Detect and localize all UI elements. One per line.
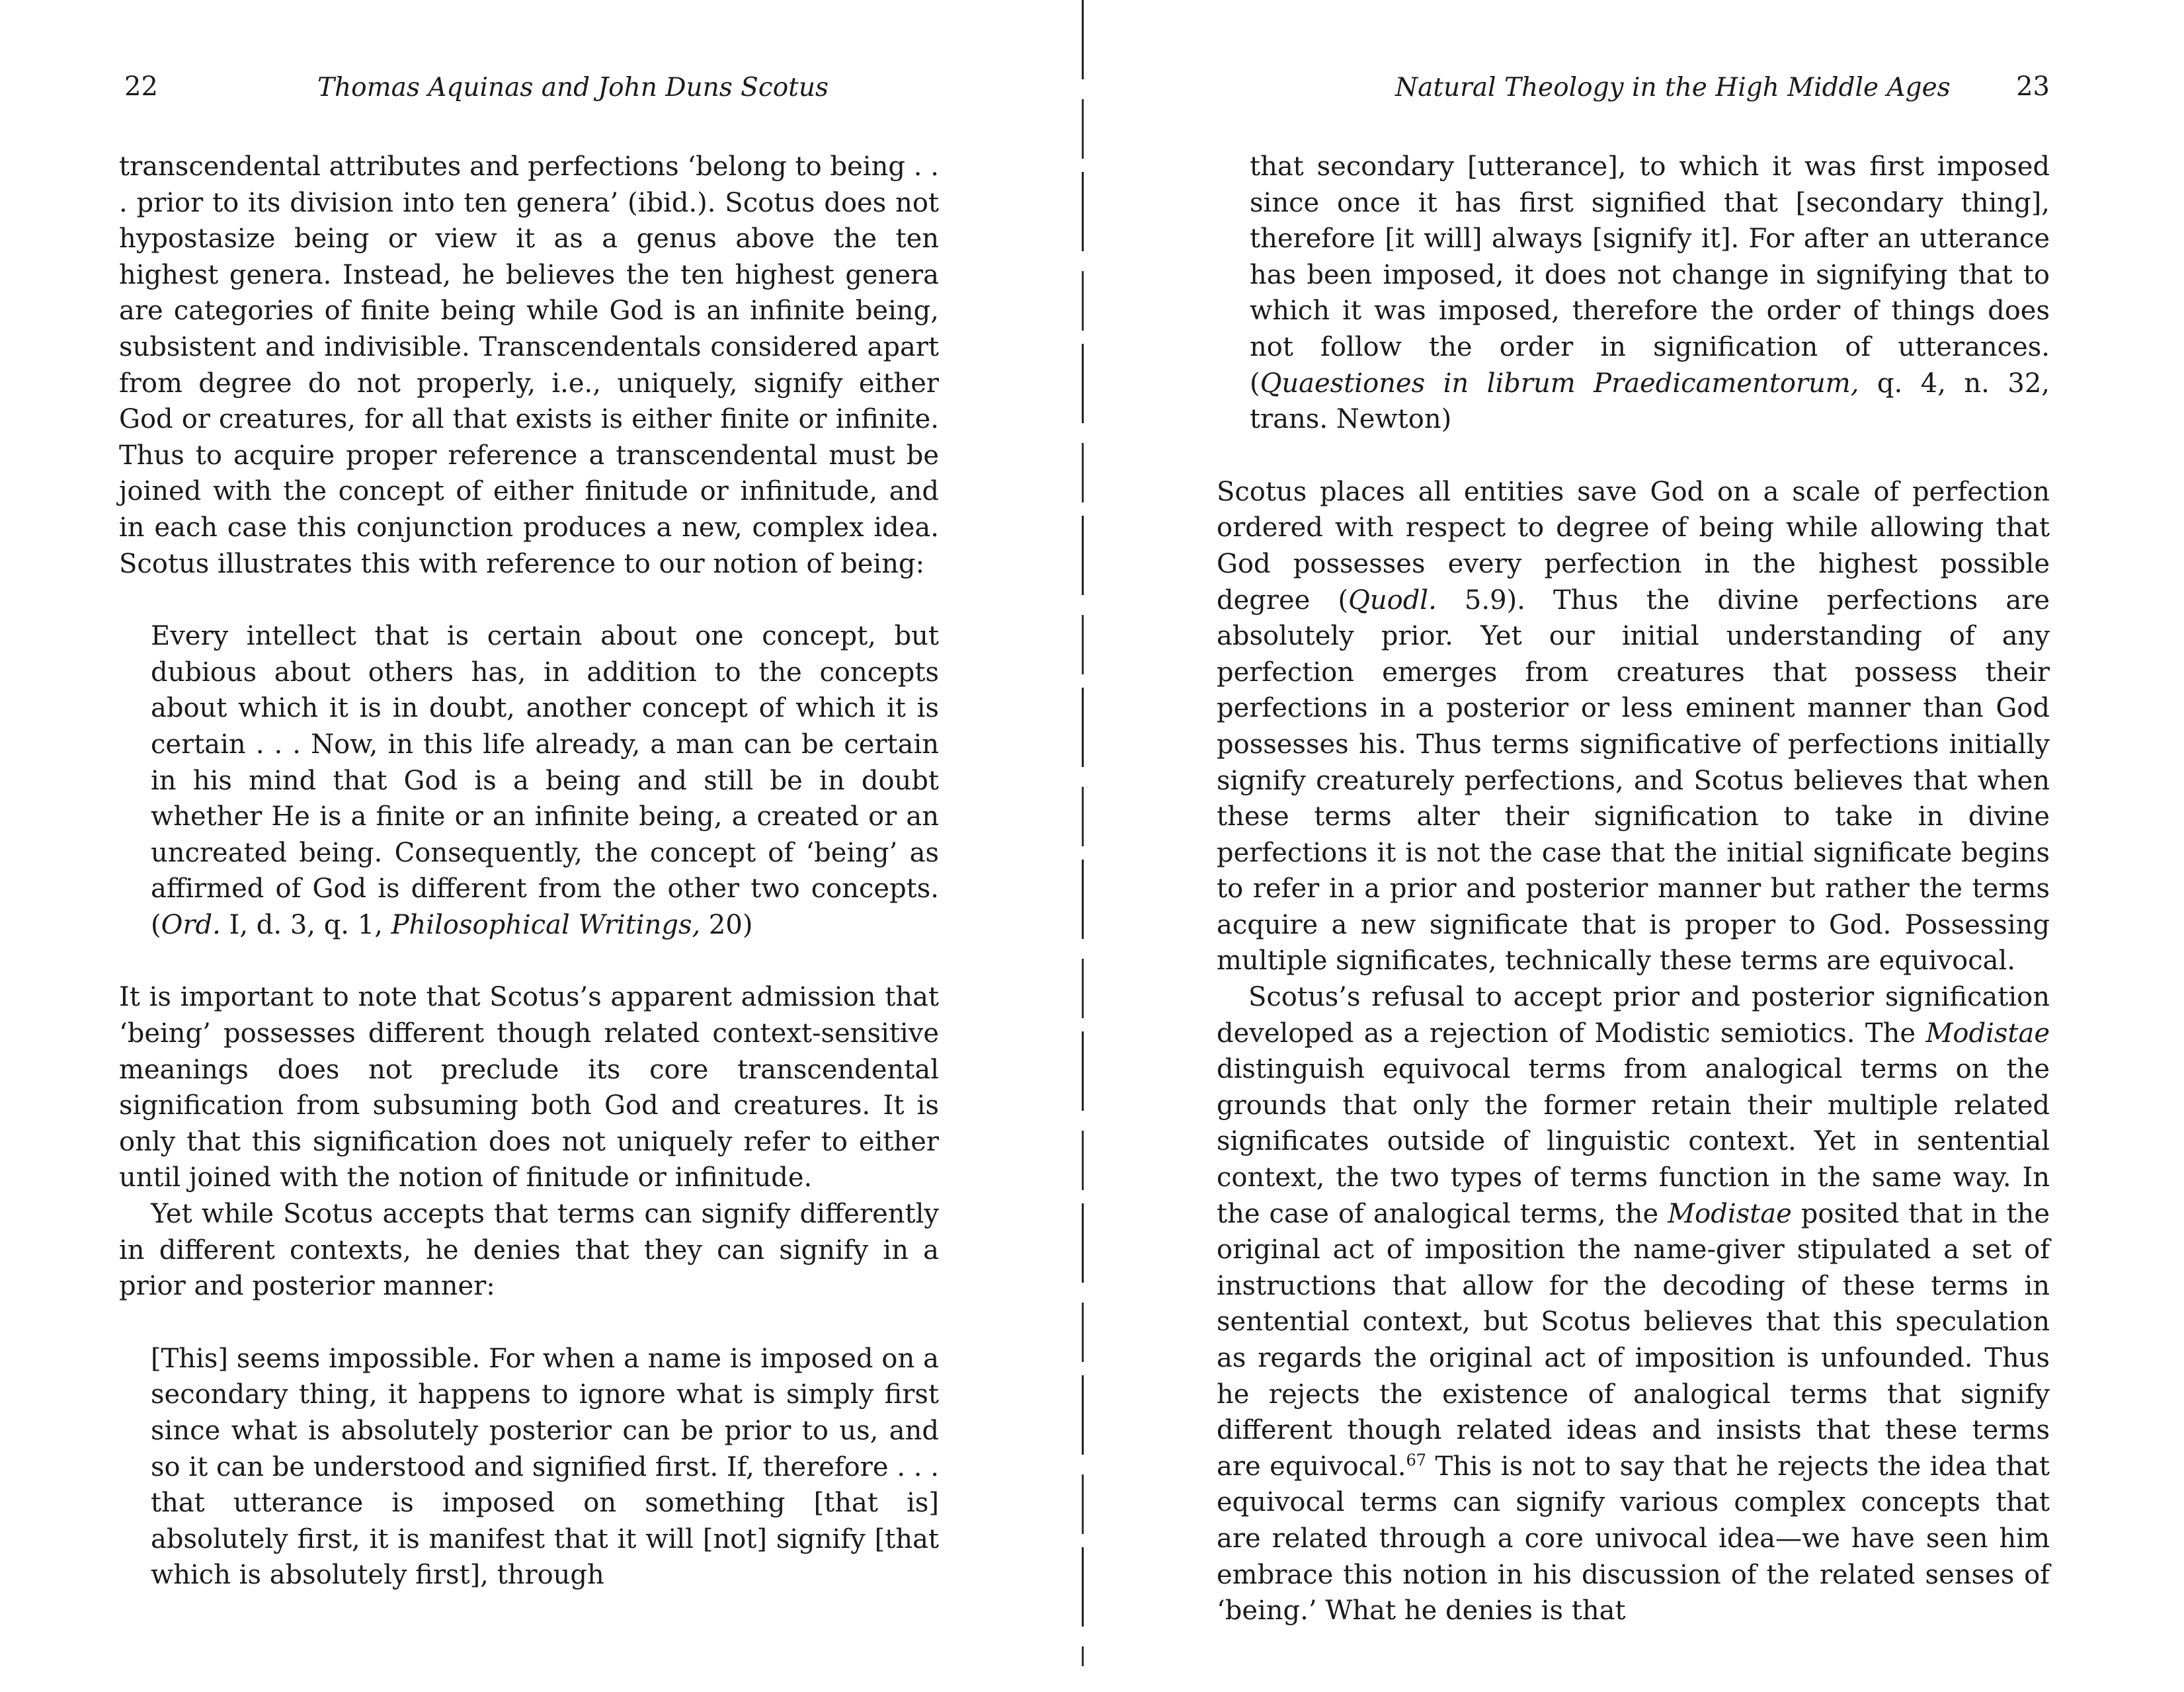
quote-cont-end: q. 4, n. 32, trans. Newton) (1250, 368, 2050, 435)
running-head-title-left: Thomas Aquinas and John Duns Scotus (317, 73, 829, 102)
left-paragraph-3: Yet while Scotus accepts that terms can signify differently in different contexts, he denies that they can signify in a prior and posterior manner: (119, 1199, 939, 1302)
para-2-d: This is not to say that he rejects the idea that equivocal terms can signify various complex concepts that are related through a core univocal idea—we have seen him embrace this notion in his discussion of the related senses of ‘being.’ What he denies is that (1217, 1451, 2050, 1627)
quote-1-cite-work: Philosophical Writings, (391, 909, 701, 940)
quote-1-text: Every intellect that is certain about one concept, but dubious about others has, in addition to the concepts about which it is in doubt, another concept of which it is certain . . . Now, in this life already, a man can be certain in his mind that God is a being and still be in doubt whether He is a finite or an infinite being, a created or an uncreated being. Consequently, the concept of ‘being’ as affirmed of God is different from the other two concepts. ( (151, 621, 939, 940)
left-paragraph-1: transcendental attributes and perfections ‘belong to being . . . prior to its division into ten genera’ (ibid.). Scotus does not hypostasize being or view it as a genus above the ten highest genera. Instead, he believes the ten highest genera are categories of finite being while God is an infinite being, subsistent and indivisible. Transcendentals considered apart from degree do not properly, i.e., uniquely, signify either God or creatures, for all that exists is either finite or infinite. Thus to acquire proper reference a transcendental must be joined with the concept of either finitude or infinitude, and in each case this conjunction produces a new, complex idea. Scotus illustrates this with reference to our notion of being: (119, 151, 939, 579)
footnote-ref[interactable]: 67 (1406, 1451, 1426, 1470)
para-2-modistae-1: Modistae (1925, 1018, 2050, 1049)
para-1-a: Scotus places all entities save God on a scale of perfection ordered with respect to degree of being while allowing that God possesses every perfection in the highest possible degree ( (1217, 476, 2050, 616)
page-number-left: 22 (124, 71, 158, 102)
right-page (1217, 0, 2050, 1692)
para-1-b: 5.9). Thus the divine perfections are absolutely prior. Yet our initial understanding of any perfection emerges from creatures that possess their perfections in a posterior or less eminent manner than God possesses his. Thus terms significative of perfections initially signify creaturely perfections, and Scotus believes that when these terms alter their signification to take in divine perfections it is not the case that the initial significate begins to refer in a prior and posterior manner but rather the terms acquire a new significate that is proper to God. Possessing multiple significates, technically these terms are equivocal. (1217, 584, 2050, 977)
running-head-title-right: Natural Theology in the High Middle Ages (1395, 73, 1951, 102)
para-2-a: Scotus’s refusal to accept prior and posterior signification developed as a rejection of Modistic semiotics. The (1217, 982, 2050, 1049)
gutter-line (1082, 0, 1084, 1666)
left-block-quote-2 (119, 1341, 939, 1593)
right-block-quote-continued (1217, 149, 2050, 438)
para-2-c: posited that in the original act of imposition the name-giver stipulated a set of instructions that allow for the decoding of these terms in sentential context, but Scotus believes that this speculation as regards the original act of imposition is unfounded. Thus he rejects the existence of analogical terms that signify different though related ideas and insists that these terms are equivocal. (1217, 1198, 2050, 1482)
para-2-b: distinguish equivocal terms from analogical terms on the grounds that only the former retain their multiple related significates outside of linguistic context. Yet in sentential context, the two types of terms function in the same way. In the case of analogical terms, the (1217, 1054, 2050, 1229)
para-2-modistae-2: Modistae (1668, 1198, 1792, 1229)
right-page-body (1217, 149, 2050, 1629)
right-paragraph-2 (1217, 979, 2050, 1629)
left-block-quote-1 (119, 618, 939, 943)
page-number-right: 23 (2016, 71, 2050, 102)
quote-2-text: [This] seems impossible. For when a name is imposed on a secondary thing, it happens to ignore what is simply first since what is absolutely posterior can be prior to us, and so it can be understood and signified first. If, therefore . . . that utterance is imposed on something [that is] absolutely first, it is manifest that it will [not] signify [that which is absolutely first], through (151, 1343, 939, 1591)
quote-1-cite-mid: I, d. 3, q. 1, (220, 909, 391, 940)
quote-1-cite-ord: Ord. (161, 909, 221, 940)
running-head-right (1217, 71, 2050, 111)
left-paragraph-2: It is important to note that Scotus’s apparent admission that ‘being’ possesses different though related context-sensitive meanings does not preclude its core transcendental signification from subsuming both God and creatures. It is only that this signification does not uniquely refer to either until joined with the notion of finitude or infinitude. (119, 982, 939, 1193)
quote-cont-work: Quaestiones in librum Praedicamentorum, (1260, 368, 1859, 399)
left-page-body (119, 149, 939, 1593)
quote-cont-text: that secondary [utterance], to which it was first imposed since once it has first signified that [secondary thing], therefore [it will] always [signify it]. For after an utterance has been imposed, it does not change in signifying that to which it was imposed, therefore the order of things does not follow the order in signification of utterances. ( (1250, 151, 2050, 399)
quote-1-cite-end: 20) (700, 909, 753, 940)
right-paragraph-1 (1217, 474, 2050, 979)
running-head-left (119, 71, 939, 111)
left-page (119, 0, 939, 1692)
para-1-quodl: Quodl. (1348, 584, 1437, 616)
